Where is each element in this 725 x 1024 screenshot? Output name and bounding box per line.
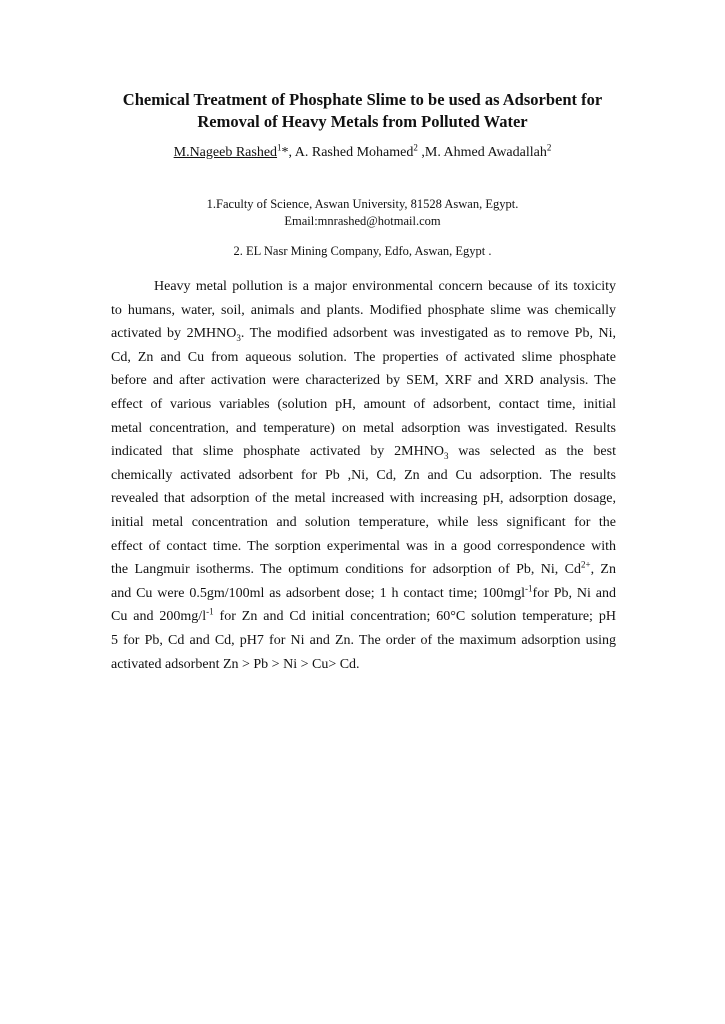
abstract-line: before and after activation were characterized by SEM, XRF and XRD analysis. The (111, 373, 616, 389)
author-1-name: M.Nageeb Rashed (173, 145, 278, 160)
abstract-line: metal concentration, and temperature) on metal adsorption was investigated. Results (111, 420, 616, 436)
author-1-affiliation: 1 (277, 142, 282, 153)
author-2-affiliation: 2 (413, 142, 418, 153)
author-2-name: *, A. Rashed Mohamed (281, 145, 414, 160)
abstract-line: effect of contact time. The sorption experimental was in a good correspondence with (111, 538, 616, 554)
abstract-line: revealed that adsorption of the metal increased with increasing pH, adsorption dosage, (111, 491, 616, 507)
abstract-line: Heavy metal pollution is a major environmental concern because of its toxicity (154, 279, 616, 294)
abstract-line: activated by $2MHNO_3$. The modified adsorbent was investigated as to remove Pb, Ni, (111, 326, 616, 343)
affiliation-1: 1.Faculty of Science, Aswan University, 81528 Aswan, Egypt. (206, 197, 519, 211)
title-line-2: Removal of Heavy Metals from Polluted Water (197, 112, 528, 131)
abstract-line: initial metal concentration and solution temperature, while less significant for the (111, 514, 616, 530)
abstract-line: Cd, Zn and Cu from aqueous solution. The properties of activated slime phosphate (111, 349, 616, 365)
abstract-line: activated adsorbent Zn > Pb > Ni > Cu> Cd. (111, 656, 360, 672)
abstract-line: to humans, water, soil, animals and plants. Modified phosphate slime was chemically (111, 302, 616, 318)
affiliation-email: Email:mnrashed@hotmail.com (284, 214, 441, 228)
affiliation-2: 2. EL Nasr Mining Company, Edfo, Aswan, Egypt . (233, 244, 492, 258)
title-line-1: Chemical Treatment of Phosphate Slime to be used as Adsorbent for (122, 90, 603, 109)
abstract-line: and Cu were 0.5gm/100ml as adsorbent dose; 1 h contact time; 100mgl$^{-1}$for Pb, Ni and (111, 583, 616, 601)
abstract-body (111, 275, 616, 676)
abstract-line: indicated that slime phosphate activated by $2MHNO_3$ was selected as the best (111, 444, 616, 461)
abstract-line: effect of various variables (solution pH, amount of adsorbent, contact time, initial (111, 396, 616, 412)
author-list (0, 143, 725, 163)
abstract-line: chemically activated adsorbent for Pb ,Ni, Cd, Zn and Cu adsorption. The results (111, 467, 616, 483)
abstract-line: Cu and $200mg/l^{-1}$ for Zn and Cd initial concentration; 60°C solution temperature; pH (111, 606, 616, 625)
author-3-affiliation: 2 (546, 142, 552, 153)
author-3-name: ,M. Ahmed Awadallah (417, 145, 547, 160)
abstract-line: 5 for Pb, Cd and Cd, pH7 for Ni and Zn. The order of the maximum adsorption using (111, 632, 616, 648)
abstract-line: the Langmuir isotherms. The optimum conditions for adsorption of Pb, Ni, $Cd^{2+}$, Zn (111, 559, 616, 578)
